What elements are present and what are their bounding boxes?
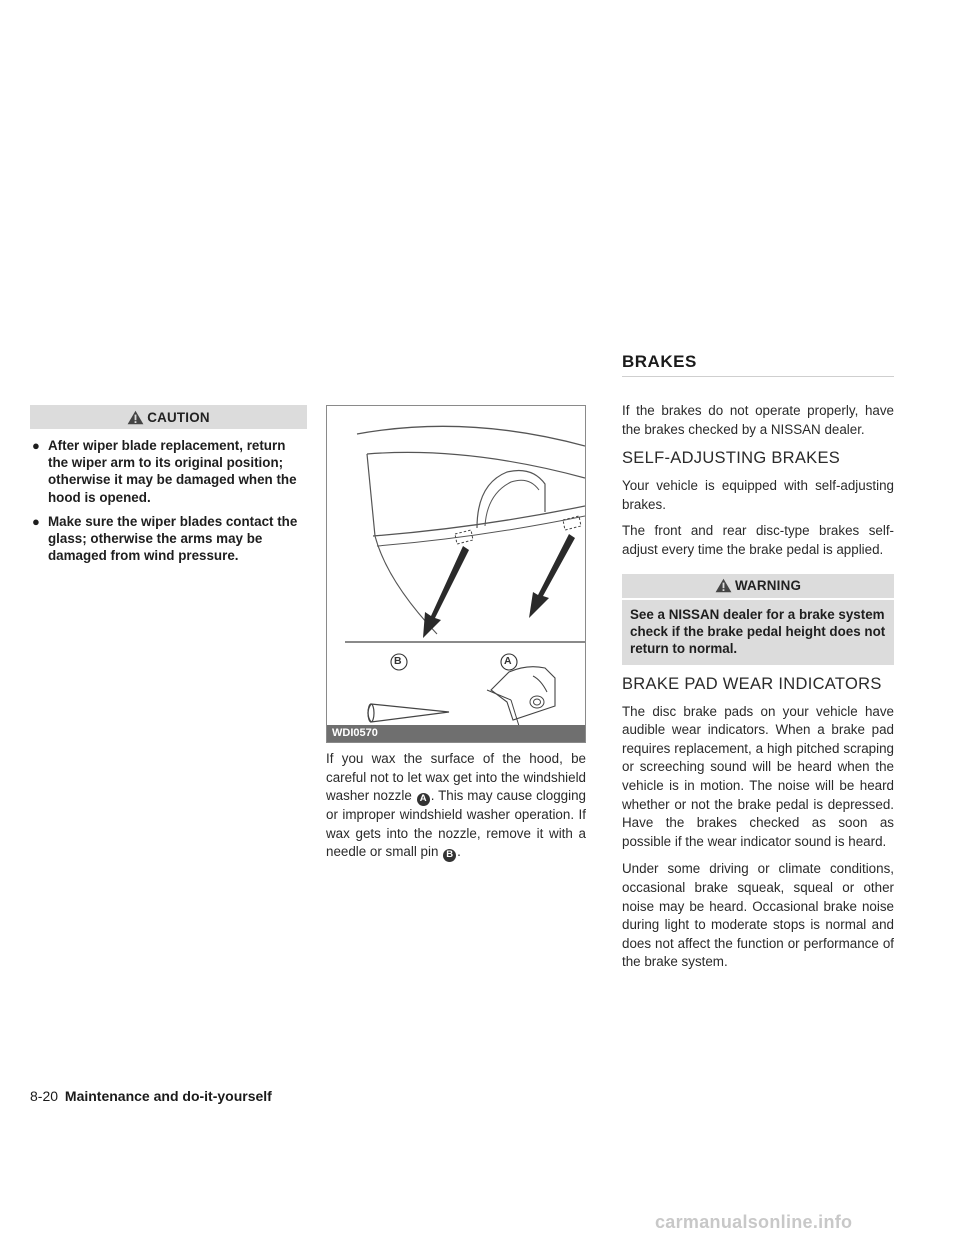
figure-code: WDI0570 — [332, 727, 378, 739]
self-adjusting-heading: SELF-ADJUSTING BRAKES — [622, 449, 841, 468]
watermark: carmanualsonline.info — [655, 1212, 853, 1232]
caution-box — [30, 405, 307, 571]
page-footer — [30, 1088, 272, 1104]
pad-wear-heading: BRAKE PAD WEAR INDICATORS — [622, 674, 882, 693]
warning-heading: WARNING — [734, 578, 802, 594]
section-title: BRAKES — [622, 352, 697, 371]
warning-triangle-icon — [127, 410, 144, 425]
brakes-intro: If the brakes do not operate properly, have the brakes checked by a NISSAN dealer. — [622, 403, 894, 437]
section-title-rule — [622, 376, 894, 377]
warning-heading-bar — [622, 574, 894, 598]
caution-heading-bar — [30, 405, 307, 429]
warning-triangle-icon — [715, 578, 732, 593]
washer-nozzle-illustration — [327, 406, 585, 742]
figure-label-b: B — [394, 655, 402, 667]
pad-wear-p2: Under some driving or climate conditions, occasional brake squeak, squeal or other noise may be heard. Occasional brake noise during light to moderate stops is normal and does not affect the function or performance of the brake system. — [622, 861, 894, 970]
brakes-column — [622, 402, 894, 972]
marker-b-icon: B — [443, 849, 456, 862]
self-adjusting-p2: The front and rear disc-type brakes self-adjust every time the brake pedal is applied. — [622, 523, 894, 557]
wax-paragraph: If you wax the surface of the hood, be careful not to let wax get into the windshield washer nozzle A . This may cause clogging or improper windshield washer operation. If wax gets into the nozzle, remove it with a needle or small pin B . — [326, 751, 586, 861]
caution-list — [30, 437, 307, 564]
caution-item: ● Make sure the wiper blades contact the glass; otherwise the arms may be damaged from wind pressure. — [32, 513, 298, 564]
warning-text: See a NISSAN dealer for a brake system check if the brake pedal height does not return to normal. — [622, 600, 894, 665]
self-adjusting-p1: Your vehicle is equipped with self-adjusting brakes. — [622, 478, 894, 512]
figure-label-a: A — [504, 655, 512, 667]
chapter-title: Maintenance and do-it-yourself — [64, 1088, 272, 1104]
figure-code-bar — [327, 725, 585, 742]
figure-wdi0570 — [326, 405, 586, 743]
page-number: 8-20 — [30, 1088, 59, 1104]
pad-wear-p1: The disc brake pads on your vehicle have audible wear indicators. When a brake pad requires replacement, a high pitched scraping or screeching sound will be heard when the vehicle is in motion. The noise will be heard whether or not the brake pedal is depressed. Have the brakes checked as soon as possible if the wear indicator sound is heard. — [622, 703, 894, 849]
warning-box — [622, 574, 894, 665]
caution-heading: CAUTION — [147, 409, 210, 425]
bullet-icon: ● — [32, 513, 40, 529]
marker-a-icon: A — [417, 793, 430, 806]
bullet-icon: ● — [32, 438, 40, 453]
caution-item: ● After wiper blade replacement, return the wiper arm to its original position; otherwise it may be damaged when the hood is opened. — [32, 438, 297, 505]
